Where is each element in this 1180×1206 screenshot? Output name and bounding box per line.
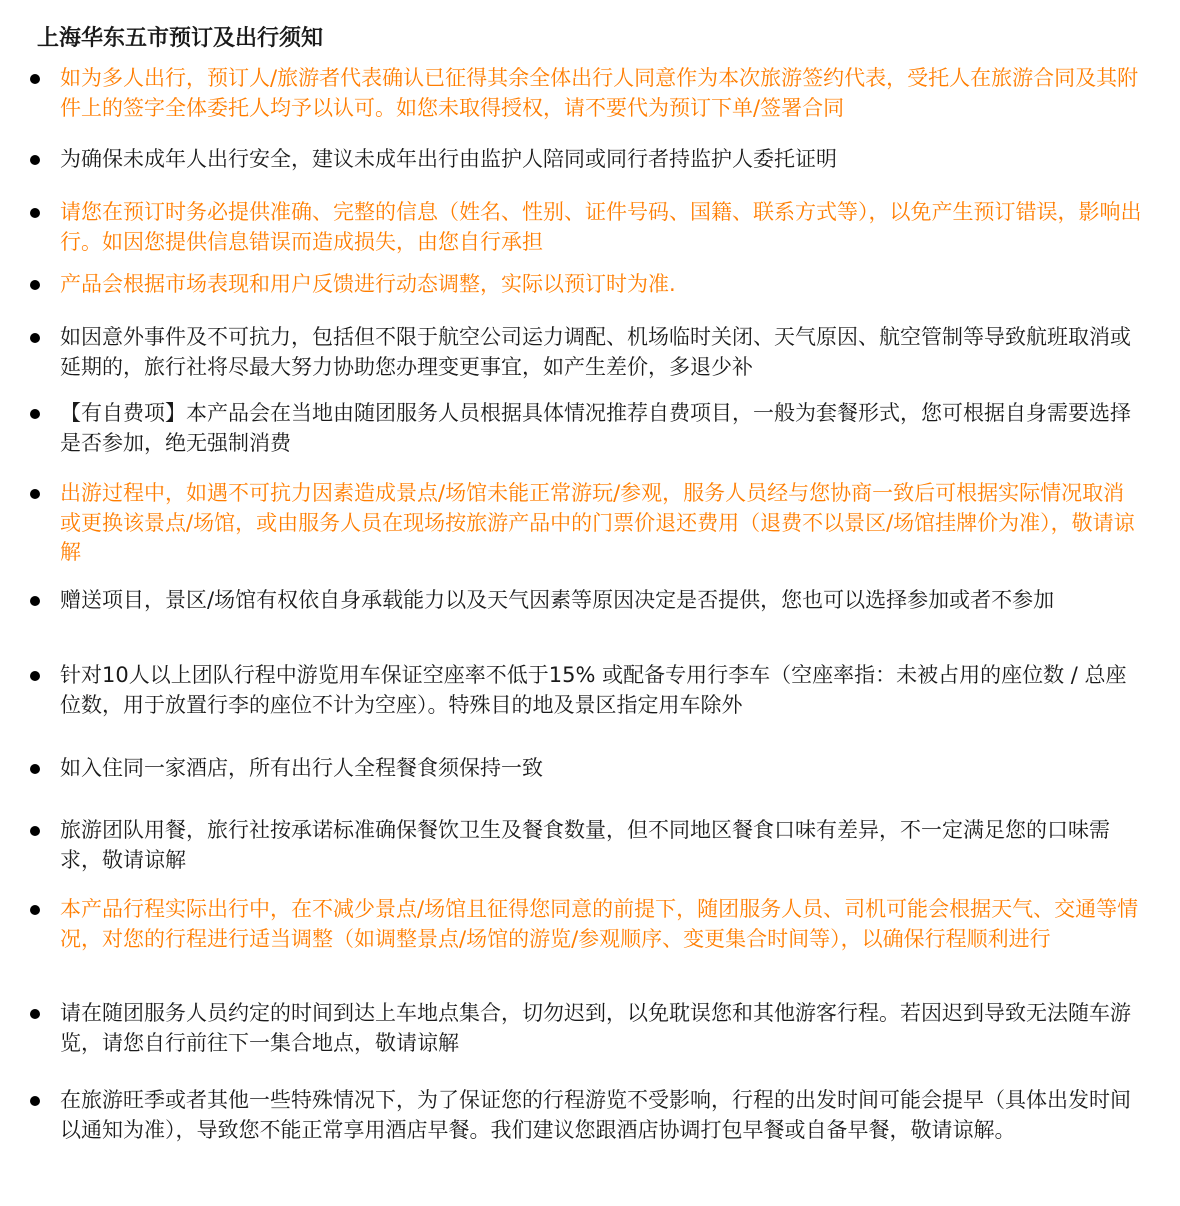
page-title: 上海华东五市预订及出行须知 (37, 26, 324, 51)
notice-text: 赠送项目，景区/场馆有权依自身承载能力以及天气因素等原因决定是否提供，您也可以选择参加或者不参加 (60, 588, 1055, 612)
bullet-icon (30, 764, 40, 774)
notice-text: 如入住同一家酒店，所有出行人全程餐食须保持一致 (60, 756, 543, 780)
bullet-icon (30, 826, 40, 836)
notice-text: 旅游团队用餐，旅行社按承诺标准确保餐饮卫生及餐食数量，但不同地区餐食口味有差异，不一定满足您的口味需求，敬请谅解 (60, 818, 1110, 872)
notice-text: 【有自费项】本产品会在当地由随团服务人员根据具体情况推荐自费项目，一般为套餐形式，您可根据自身需要选择是否参加，绝无强制消费 (60, 401, 1131, 455)
notice-text: 针对10人以上团队行程中游览用车保证空座率不低于15% 或配备专用行李车（空座率指：未被占用的座位数 / 总座位数，用于放置行李的座位不计为空座）。特殊目的地及景区指定用车除外 (60, 663, 1127, 717)
notice-text: 如因意外事件及不可抗力，包括但不限于航空公司运力调配、机场临时关闭、天气原因、航空管制等导致航班取消或延期的，旅行社将尽最大努力协助您办理变更事宜，如产生差价，多退少补 (60, 325, 1131, 379)
bullet-icon (30, 1009, 40, 1019)
bullet-icon (30, 333, 40, 343)
notice-text: 请您在预订时务必提供准确、完整的信息（姓名、性别、证件号码、国籍、联系方式等），以免产生预订错误，影响出行。如因您提供信息错误而造成损失，由您自行承担 (60, 200, 1142, 254)
bullet-icon (30, 155, 40, 165)
bullet-icon (30, 671, 40, 681)
bullet-icon (30, 409, 40, 419)
notice-text: 出游过程中，如遇不可抗力因素造成景点/场馆未能正常游玩/参观，服务人员经与您协商一致后可根据实际情况取消或更换该景点/场馆，或由服务人员在现场按旅游产品中的门票价退还费用（退费不以景区/场馆挂牌价为准），敬请谅解 (60, 481, 1135, 564)
bullet-icon (30, 280, 40, 290)
notice-text: 产品会根据市场表现和用户反馈进行动态调整，实际以预订时为准. (60, 272, 676, 296)
notice-text: 请在随团服务人员约定的时间到达上车地点集合，切勿迟到，以免耽误您和其他游客行程。若因迟到导致无法随车游览，请您自行前往下一集合地点，敬请谅解 (60, 1001, 1131, 1055)
bullet-icon (30, 74, 40, 84)
bullet-icon (30, 905, 40, 915)
notice-text: 如为多人出行，预订人/旅游者代表确认已征得其余全体出行人同意作为本次旅游签约代表，受托人在旅游合同及其附件上的签字全体委托人均予以认可。如您未取得授权，请不要代为预订下单/签署合同 (60, 66, 1139, 120)
notice-text: 本产品行程实际出行中，在不减少景点/场馆且征得您同意的前提下，随团服务人员、司机可能会根据天气、交通等情况，对您的行程进行适当调整（如调整景点/场馆的游览/参观顺序、变更集合时间等），以确保行程顺利进行 (60, 897, 1139, 951)
bullet-icon (30, 596, 40, 606)
notice-text: 在旅游旺季或者其他一些特殊情况下，为了保证您的行程游览不受影响，行程的出发时间可能会提早（具体出发时间以通知为准），导致您不能正常享用酒店早餐。我们建议您跟酒店协调打包早餐或自备早餐，敬请谅解。 (60, 1088, 1131, 1142)
bullet-icon (30, 208, 40, 218)
notice-text: 为确保未成年人出行安全，建议未成年出行由监护人陪同或同行者持监护人委托证明 (60, 147, 837, 171)
bullet-icon (30, 1096, 40, 1106)
bullet-icon (30, 489, 40, 499)
